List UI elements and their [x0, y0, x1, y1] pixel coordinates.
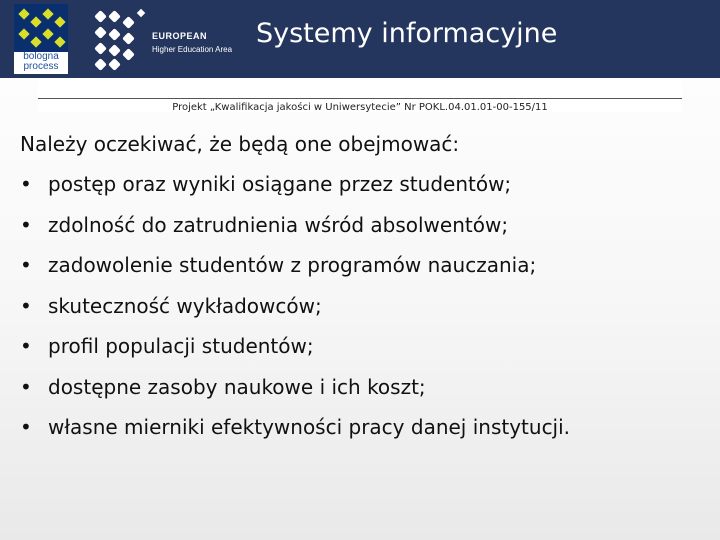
- bullet-text: zdolność do zatrudnienia wśród absolwentów;: [48, 212, 509, 237]
- slide-body: [20, 130, 710, 454]
- bullet-text: postęp oraz wyniki osiągane przez studentów;: [48, 172, 512, 196]
- divider: [38, 98, 682, 99]
- bullet-item: [20, 211, 710, 239]
- bullet-item: [20, 373, 710, 401]
- bologna-logo-line2: process: [23, 61, 59, 72]
- bullet-symbol: •: [20, 253, 32, 277]
- project-banner: [38, 78, 682, 112]
- ehea-logo-line2: Higher Education Area: [152, 45, 233, 54]
- slide-title: Systemy informacyjne: [256, 18, 558, 49]
- bullet-list: [20, 170, 710, 441]
- bullet-item: [20, 413, 710, 441]
- bologna-logo-mark: [14, 4, 68, 52]
- bullet-symbol: •: [20, 374, 32, 399]
- ehea-logo-mark: [92, 8, 148, 72]
- bullet-item: [20, 251, 710, 279]
- bullet-text: własne mierniki efektywności pracy danej instytucji.: [48, 415, 571, 439]
- bullet-text: skuteczność wykładowców;: [48, 293, 322, 318]
- bullet-text: zadowolenie studentów z programów nauczania;: [48, 253, 537, 277]
- bullet-item: [20, 170, 710, 198]
- bullet-item: [20, 292, 710, 320]
- bologna-process-logo: [10, 2, 72, 74]
- bullet-symbol: •: [20, 415, 32, 439]
- header-bar: [0, 0, 720, 78]
- intro-text: Należy oczekiwać, że będą one obejmować:: [20, 132, 460, 156]
- ehea-logo: [92, 4, 252, 74]
- bullet-text: dostępne zasoby naukowe i ich koszt;: [48, 374, 426, 399]
- bologna-logo-line1: bologna: [23, 51, 59, 62]
- bullet-symbol: •: [20, 334, 32, 358]
- bullet-symbol: •: [20, 172, 32, 196]
- bullet-symbol: •: [20, 212, 32, 237]
- project-caption: Projekt „Kwalifikacja jakości w Uniwersytecie” Nr POKL.04.01.01-00-155/11: [172, 102, 548, 113]
- bullet-symbol: •: [20, 293, 32, 318]
- ehea-logo-line1: EUROPEAN: [152, 31, 208, 41]
- bullet-text: profil populacji studentów;: [48, 334, 314, 358]
- bologna-logo-text: [14, 52, 68, 74]
- bullet-item: [20, 332, 710, 360]
